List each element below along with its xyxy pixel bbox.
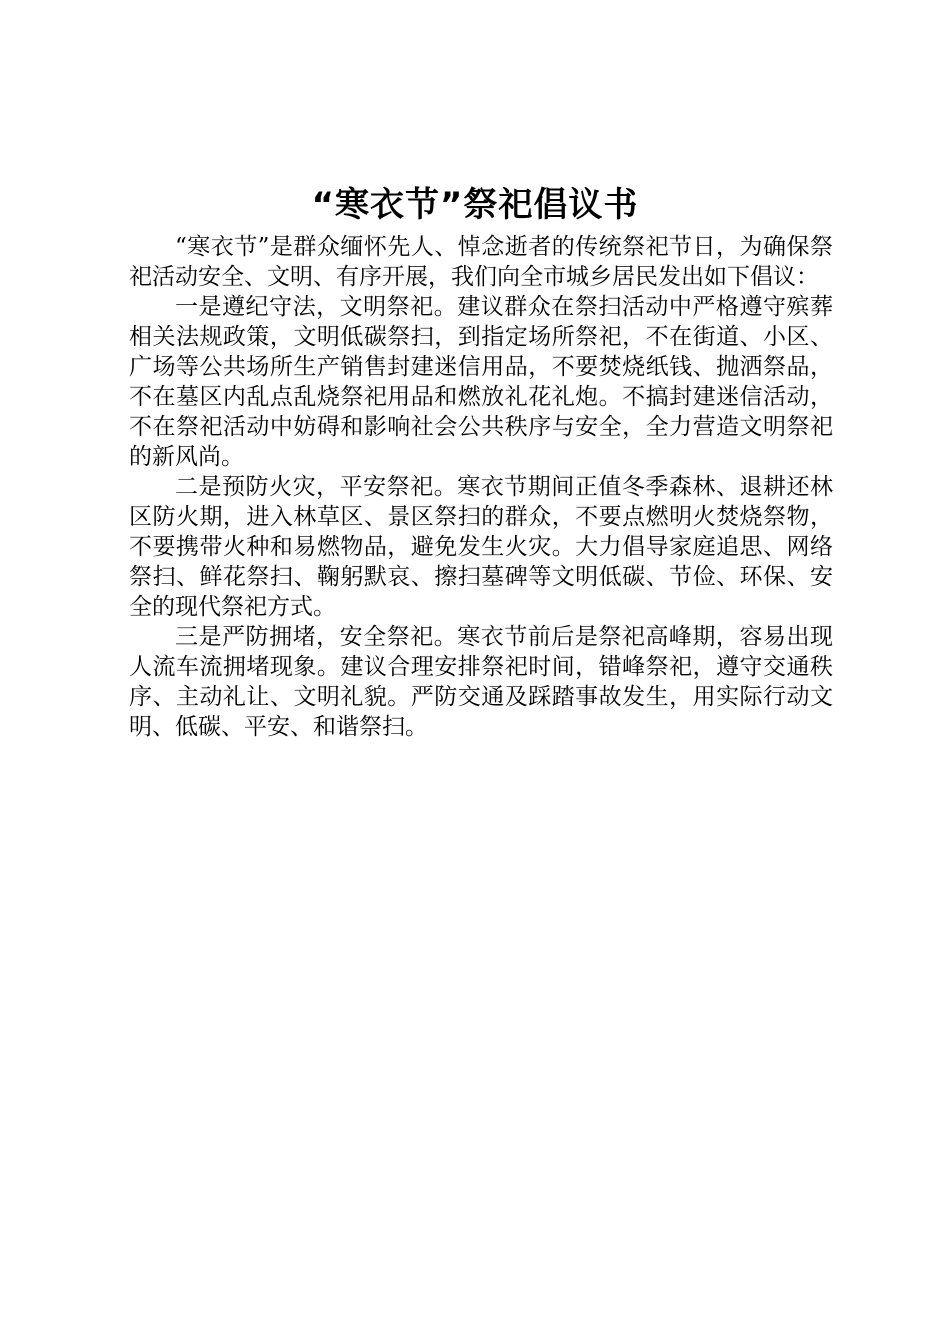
paragraph-point-one: 一是遵纪守法，文明祭祀。建议群众在祭扫活动中严格遵守殡葬相关法规政策，文明低碳祭扫，到指定场所祭祀，不在街道、小区、广场等公共场所生产销售封建迷信用品，不要焚烧纸钱、抛洒祭品，不在墓区内乱点乱烧祭祀用品和燃放礼花礼炮。不搞封建迷信活动，不在祭祀活动中妨碍和影响社会公共秩序与安全，全力营造文明祭祀的新风尚。 bbox=[129, 294, 833, 470]
paragraph-intro: “寒衣节”是群众缅怀先人、悼念逝者的传统祭祀节日，为确保祭祀活动安全、文明、有序开展，我们向全市城乡居民发出如下倡议： bbox=[129, 234, 833, 290]
document-body bbox=[129, 232, 833, 742]
paragraph-point-two: 二是预防火灾，平安祭祀。寒衣节期间正值冬季森林、退耕还林区防火期，进入林草区、景区祭扫的群众，不要点燃明火焚烧祭物，不要携带火种和易燃物品，避免发生火灾。大力倡导家庭追思、网络祭扫、鲜花祭扫、鞠躬默哀、擦扫墓碑等文明低碳、节俭、环保、安全的现代祭祀方式。 bbox=[129, 474, 833, 620]
document-title: “寒衣节”祭祀倡议书 bbox=[311, 185, 639, 225]
paragraph-point-three: 三是严防拥堵，安全祭祀。寒衣节前后是祭祀高峰期，容易出现人流车流拥堵现象。建议合理安排祭祀时间，错峰祭祀，遵守交通秩序、主动礼让、文明礼貌。严防交通及踩踏事故发生，用实际行动文明、低碳、平安、和谐祭扫。 bbox=[129, 624, 833, 740]
